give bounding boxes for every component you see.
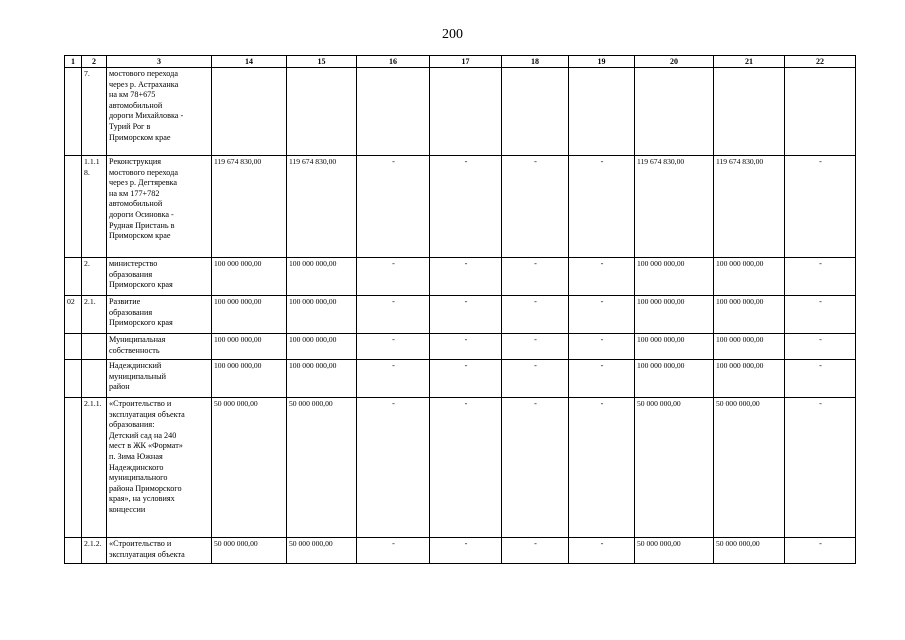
column-header: 21 [714, 56, 785, 68]
page-number: 200 [442, 27, 463, 42]
amount-cell-19: - [569, 156, 635, 258]
amount-cell-20: 50 000 000,00 [635, 398, 714, 538]
amount-cell-16: - [357, 334, 430, 360]
amount-cell-17: - [430, 538, 502, 564]
amount-cell-21: 50 000 000,00 [714, 398, 785, 538]
amount-cell-20: 100 000 000,00 [635, 296, 714, 334]
amount-cell-20: 100 000 000,00 [635, 258, 714, 296]
item-name-cell: Муниципальная собственность [107, 334, 212, 360]
column-header: 14 [212, 56, 287, 68]
table-row [65, 334, 856, 360]
code-cell [65, 334, 82, 360]
amount-cell-17: - [430, 398, 502, 538]
amount-cell-16: - [357, 360, 430, 398]
amount-cell-14: 100 000 000,00 [212, 334, 287, 360]
amount-cell-19: - [569, 296, 635, 334]
amount-cell-14: 50 000 000,00 [212, 398, 287, 538]
amount-cell-14: 119 674 830,00 [212, 156, 287, 258]
item-number-cell [82, 334, 107, 360]
amount-cell-22: - [785, 156, 856, 258]
item-name-cell: мостового перехода через р. Астраханка на км 78+675 автомобильной дороги Михайловка - Турий Рог в Приморском крае [107, 68, 212, 156]
table-row [65, 258, 856, 296]
amount-cell-18: - [502, 360, 569, 398]
amount-cell-17: - [430, 360, 502, 398]
amount-cell-18: - [502, 538, 569, 564]
amount-cell-14: 100 000 000,00 [212, 360, 287, 398]
amount-cell-15: 100 000 000,00 [287, 258, 357, 296]
amount-cell-20: 119 674 830,00 [635, 156, 714, 258]
amount-cell-14: 50 000 000,00 [212, 538, 287, 564]
amount-cell-21: 100 000 000,00 [714, 296, 785, 334]
amount-cell-15: 50 000 000,00 [287, 538, 357, 564]
amount-cell-19 [569, 68, 635, 156]
amount-cell-17: - [430, 156, 502, 258]
amount-cell-22: - [785, 360, 856, 398]
table-row [65, 538, 856, 564]
amount-cell-20 [635, 68, 714, 156]
amount-cell-14: 100 000 000,00 [212, 258, 287, 296]
item-number-cell: 1.1.1 8. [82, 156, 107, 258]
code-cell [65, 258, 82, 296]
amount-cell-21: 100 000 000,00 [714, 334, 785, 360]
code-cell [65, 360, 82, 398]
code-cell [65, 398, 82, 538]
amount-cell-21: 50 000 000,00 [714, 538, 785, 564]
column-header: 18 [502, 56, 569, 68]
amount-cell-22 [785, 68, 856, 156]
item-number-cell: 7. [82, 68, 107, 156]
amount-cell-22: - [785, 258, 856, 296]
amount-cell-19: - [569, 360, 635, 398]
amount-cell-16: - [357, 296, 430, 334]
amount-cell-22: - [785, 398, 856, 538]
code-cell [65, 538, 82, 564]
amount-cell-21: 100 000 000,00 [714, 360, 785, 398]
amount-cell-22: - [785, 296, 856, 334]
amount-cell-15: 50 000 000,00 [287, 398, 357, 538]
amount-cell-22: - [785, 334, 856, 360]
column-header: 15 [287, 56, 357, 68]
amount-cell-19: - [569, 398, 635, 538]
amount-cell-21 [714, 68, 785, 156]
amount-cell-18: - [502, 296, 569, 334]
amount-cell-19: - [569, 334, 635, 360]
column-header: 2 [82, 56, 107, 68]
table-row [65, 156, 856, 258]
item-name-cell: «Строительство и эксплуатация объекта образования: Детский сад на 240 мест в ЖК «Формат» п. Зима Южная Надеждинского муниципального района Приморского края», на условиях концессии [107, 398, 212, 538]
column-header: 16 [357, 56, 430, 68]
amount-cell-19: - [569, 258, 635, 296]
item-name-cell: министерство образования Приморского края [107, 258, 212, 296]
amount-cell-18: - [502, 258, 569, 296]
item-number-cell: 2.1. [82, 296, 107, 334]
amount-cell-17: - [430, 296, 502, 334]
item-name-cell: Надеждинский муниципальный район [107, 360, 212, 398]
item-number-cell [82, 360, 107, 398]
column-header: 17 [430, 56, 502, 68]
amount-cell-14 [212, 68, 287, 156]
table-row [65, 296, 856, 334]
amount-cell-17 [430, 68, 502, 156]
code-cell: 02 [65, 296, 82, 334]
item-number-cell: 2. [82, 258, 107, 296]
amount-cell-16: - [357, 538, 430, 564]
amount-cell-19: - [569, 538, 635, 564]
amount-cell-18: - [502, 334, 569, 360]
amount-cell-20: 100 000 000,00 [635, 360, 714, 398]
column-header: 22 [785, 56, 856, 68]
table-row [65, 398, 856, 538]
amount-cell-16: - [357, 156, 430, 258]
amount-cell-20: 100 000 000,00 [635, 334, 714, 360]
amount-cell-17: - [430, 258, 502, 296]
item-name-cell: Развитие образования Приморского края [107, 296, 212, 334]
amount-cell-18: - [502, 156, 569, 258]
amount-cell-21: 100 000 000,00 [714, 258, 785, 296]
amount-cell-16 [357, 68, 430, 156]
amount-cell-15: 100 000 000,00 [287, 360, 357, 398]
amount-cell-15: 119 674 830,00 [287, 156, 357, 258]
table-row [65, 360, 856, 398]
amount-cell-17: - [430, 334, 502, 360]
amount-cell-18 [502, 68, 569, 156]
amount-cell-15: 100 000 000,00 [287, 334, 357, 360]
amount-cell-14: 100 000 000,00 [212, 296, 287, 334]
column-header: 20 [635, 56, 714, 68]
amount-cell-20: 50 000 000,00 [635, 538, 714, 564]
code-cell [65, 156, 82, 258]
budget-table [64, 55, 856, 564]
amount-cell-21: 119 674 830,00 [714, 156, 785, 258]
column-header: 1 [65, 56, 82, 68]
amount-cell-16: - [357, 258, 430, 296]
amount-cell-22: - [785, 538, 856, 564]
column-header: 3 [107, 56, 212, 68]
amount-cell-16: - [357, 398, 430, 538]
header-row [65, 56, 856, 68]
amount-cell-18: - [502, 398, 569, 538]
item-number-cell: 2.1.2. [82, 538, 107, 564]
item-name-cell: Реконструкция мостового перехода через р. Дегтяревка на км 177+782 автомобильной дороги Осиновка - Рудная Пристань в Приморском крае [107, 156, 212, 258]
item-name-cell: «Строительство и эксплуатация объекта [107, 538, 212, 564]
amount-cell-15 [287, 68, 357, 156]
code-cell [65, 68, 82, 156]
table-row [65, 68, 856, 156]
amount-cell-15: 100 000 000,00 [287, 296, 357, 334]
item-number-cell: 2.1.1. [82, 398, 107, 538]
column-header: 19 [569, 56, 635, 68]
